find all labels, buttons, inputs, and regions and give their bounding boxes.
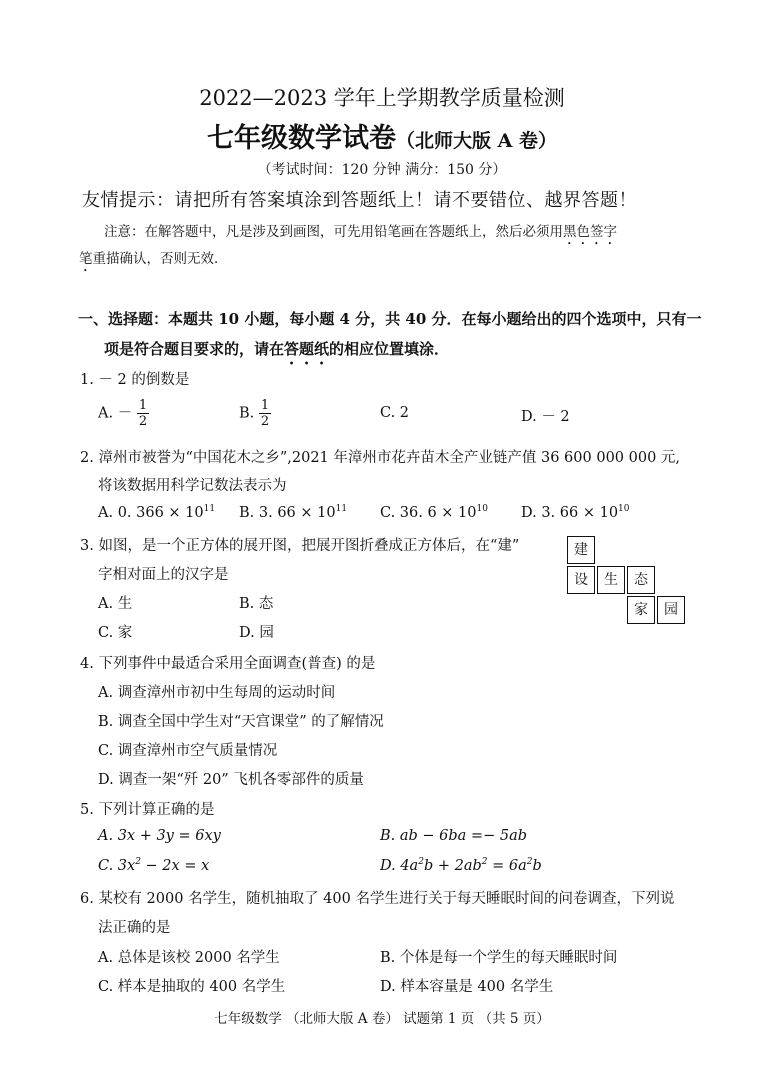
option-label: B. [239,405,255,422]
cube-face: 生 [597,566,625,594]
cube-face: 建 [567,536,595,564]
question-5-stem: 5. 下列计算正确的是 [80,802,215,818]
q1-option-b [239,398,271,429]
q5-option-d: D. $4a^2b + 2ab^2 = 6a^2b$ [380,857,542,874]
exam-title-edition: （北师大版 A 卷） [396,130,557,152]
cube-face: 设 [567,566,595,594]
cube-face: 家 [627,596,655,624]
question-6-stem-cont: 法正确的是 [98,920,171,936]
q2-option-d: D. 3. $66 \times 10^{10}$ [521,504,630,521]
fraction: $\frac{1}{2}$ [260,398,270,429]
q1-option-d: D. － 2 [521,409,570,425]
exam-title-main: 七年级数学试卷 [207,123,396,154]
q3-option-b: B. 态 [239,596,274,612]
q1-option-a [98,398,149,429]
cube-face: 态 [627,566,655,594]
q5-option-b: B. ab − 6ba =− 5ab [380,828,527,844]
section-emphasis: 答题纸 [284,340,330,358]
q3-option-c: C. 家 [98,625,133,641]
q3-option-d: D. 园 [239,625,274,641]
question-2-stem-cont: 将该数据用科学记数法表示为 [98,478,287,494]
question-4-stem: 4. 下列事件中最适合采用全面调查(普查) 的是 [80,656,376,672]
q4-option-d: D. 调查一架“歼 20” 飞机各零部件的质量 [98,772,364,788]
section-text: 项是符合题目要求的，请在 [104,340,285,358]
q2-option-b: B. 3. $66 \times 10^{11}$ [239,504,348,521]
q6-option-d: D. 样本容量是 400 名学生 [380,979,554,995]
option-label: A. － [98,405,133,422]
q4-option-a: A. 调查漳州市初中生每周的运动时间 [98,685,336,701]
note-line-1 [104,220,617,248]
exam-info: （考试时间：120 分钟 满分：150 分） [257,162,507,178]
question-6-stem: 6. 某校有 2000 名学生，随机抽取了 400 名学生进行关于每天睡眠时间的问卷调查，下列说 [80,891,675,907]
q5-option-a: A. 3x + 3y = 6xy [98,828,221,844]
note-emphasis: 黑色签字 [563,224,617,240]
exam-year-title: 2022—2023 学年上学期教学质量检测 [199,86,565,110]
note-text: 重描确认，否则无效． [92,251,228,267]
section-heading-cont [104,338,449,368]
q4-option-b: B. 调查全国中学生对“天宫课堂” 的了解情况 [98,714,384,730]
q6-option-c: C. 样本是抽取的 400 名学生 [98,979,286,995]
q1-option-c: C. 2 [380,405,410,421]
note-emphasis: 笔 [79,251,93,267]
q2-option-a: A. 0. $366 \times 10^{11}$ [98,504,216,521]
note-line-2 [79,247,228,275]
q5-option-c: C. $3x^2 - 2x = x$ [98,857,210,874]
question-1-stem: 1. － 2 的倒数是 [80,372,190,388]
cube-face: 园 [657,596,685,624]
q4-option-c: C. 调查漳州市空气质量情况 [98,743,278,759]
cube-net-figure [567,536,687,626]
page-footer: 七年级数学 （北师大版 A 卷） 试题第 1 页 （共 5 页） [214,1011,550,1027]
q6-option-b: B. 个体是每一个学生的每天睡眠时间 [380,950,618,966]
question-3-stem-cont: 字相对面上的汉字是 [98,567,229,583]
question-3-stem: 3. 如图，是一个正方体的展开图，把展开图折叠成正方体后，在“建” [80,538,520,554]
question-2-stem: 2. 漳州市被誉为“中国花木之乡”,2021 年漳州市花卉苗木全产业链产值 36 600 000 000 元, [80,450,681,466]
section-heading: 一、选择题：本题共 10 小题，每小题 4 分，共 40 分．在每小题给出的四个选项中，只有一 [78,310,702,328]
friendly-tip: 友情提示：请把所有答案填涂到答题纸上！请不要错位、越界答题！ [82,190,637,211]
note-text: 注意：在解答题中，凡是涉及到画图，可先用铅笔画在答题纸上，然后必须用 [104,224,563,240]
q2-option-c: C. 36. $6 \times 10^{10}$ [380,504,488,521]
q3-option-a: A. 生 [98,596,133,612]
section-text: 的相应位置填涂． [329,340,450,358]
q6-option-a: A. 总体是该校 2000 名学生 [98,950,280,966]
fraction: $\frac{1}{2}$ [138,398,148,429]
exam-title [0,116,764,155]
